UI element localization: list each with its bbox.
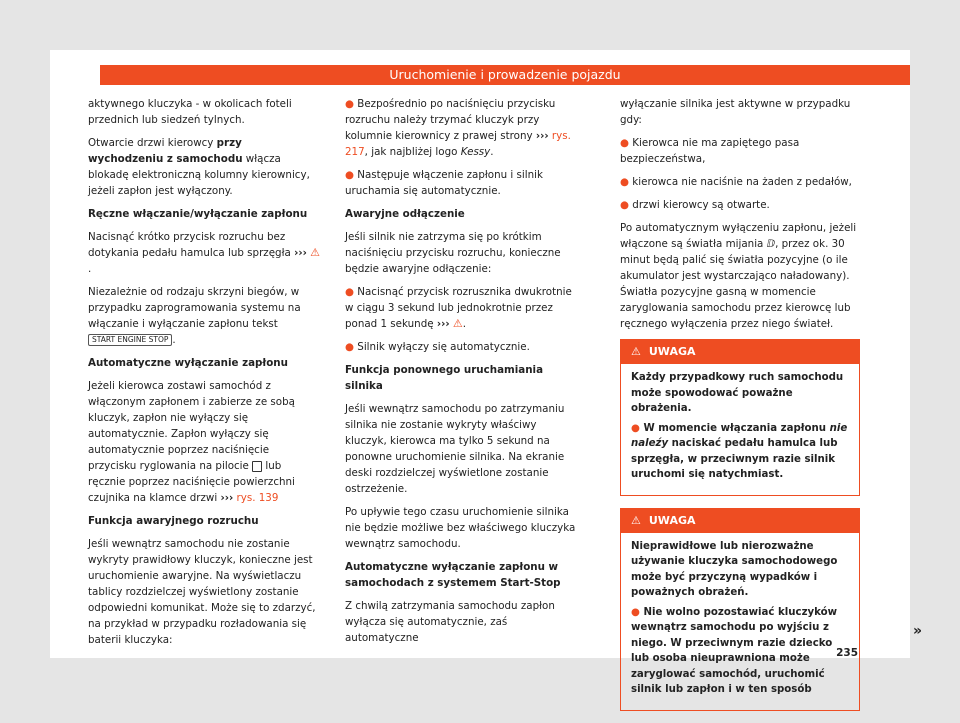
paragraph: aktywnego kluczyka - w okolicach foteli przednich lub siedzeń tylnych.	[88, 98, 292, 126]
column-2	[345, 96, 577, 653]
bullet-item: ● Bezpośrednio po naciśnięciu przycisku rozruchu należy trzymać kluczyk przy kolumnie kierownicy z prawej strony ››› rys. 217, jak najbliżej logo Kessy.	[345, 98, 571, 158]
warning-box	[620, 339, 860, 496]
bullet-item: ● drzwi kierowcy są otwarte.	[620, 199, 770, 211]
bullet-item: ● kierowca nie naciśnie na żaden z pedałów,	[620, 176, 852, 188]
lock-icon	[252, 461, 262, 472]
bullet-icon: ●	[631, 422, 640, 434]
paragraph: Niezależnie od rodzaju skrzyni biegów, w przypadku zaprogramowania systemu na włączanie i wyłączanie zapłonu tekst START ENGINE STOP .	[88, 286, 301, 346]
paragraph: Po upływie tego czasu uruchomienie silnika nie będzie możliwe bez właściwego kluczyka wewnątrz samochodu.	[345, 506, 576, 550]
bullet-item: ● Silnik wyłączy się automatycznie.	[345, 341, 530, 353]
paragraph: Jeśli silnik nie zatrzyma się po krótkim naciśnięciu przycisku rozruchu, konieczne będzie awaryjne odłączenie:	[345, 231, 561, 275]
bullet-item: ● Kierowca nie ma zapiętego pasa bezpieczeństwa,	[620, 137, 800, 165]
paragraph: Nacisnąć krótko przycisk rozruchu bez dotykania pedału hamulca lub sprzęgła ››› ⚠.	[88, 231, 320, 275]
page-number: 235	[836, 647, 858, 659]
subheading: Ręczne włączanie/wyłączanie zapłonu	[88, 208, 308, 220]
manual-page	[50, 50, 923, 695]
bullet-icon: ●	[620, 137, 629, 149]
paragraph: Jeśli wewnątrz samochodu nie zostanie wykryty prawidłowy kluczyk, konieczne jest uruchomienie awaryjne. Na wyświetlaczu tablicy rozdzielczej wyświetlony zostanie odpowiedni komunikat. Może się to zdarzyć, na przykład w przypadku rozładowania się baterii kluczyka:	[88, 538, 316, 646]
warning-text: Każdy przypadkowy ruch samochodu może spowodować poważne obrażenia.	[631, 372, 844, 414]
arrow-ref-icon: ›››	[294, 247, 307, 259]
arrow-ref-icon: ›››	[535, 130, 549, 142]
warning-box	[620, 508, 860, 711]
subheading: Funkcja ponownego uruchamiania silnika	[345, 364, 544, 392]
bullet-icon: ●	[620, 199, 629, 211]
paragraph: Po automatycznym wyłączeniu zapłonu, jeżeli włączone są światła mijania ⅅ, przez ok. 30 minut będą palić się światła pozycyjne (o ile akumulator jest wystarczająco naładowany). Światła pozycyjne gasną w momencie zaryglowania samochodu przez kierowcę lub ręcznego wyłączenia przez niego świateł.	[620, 222, 857, 330]
subheading: Automatyczne wyłączanie zapłonu	[88, 357, 288, 369]
bullet-icon: ●	[345, 98, 354, 110]
bullet-icon: ●	[345, 286, 354, 298]
warning-bullet: ● Nie wolno pozostawiać kluczyków wewnątrz samochodu po wyjściu z niego. W przeciwnym razie dziecko lub osoba nieuprawniona może zaryglować samochód, uruchomić silnik lub zapłon i w ten sposób	[631, 606, 838, 695]
paragraph: Jeśli wewnątrz samochodu po zatrzymaniu silnika nie zostanie wykryty właściwy kluczyk, kierowca ma tylko 5 sekund na ponowne uruchomienie silnika. Na ekranie deski rozdzielczej wyświetlone zostanie ostrzeżenie.	[345, 403, 565, 495]
warning-box-body	[621, 533, 859, 710]
continue-arrow-icon: »	[913, 623, 923, 639]
warning-box-header: ⚠ UWAGA	[621, 509, 859, 533]
figure-link[interactable]: rys. 217	[345, 130, 571, 158]
paragraph: Otwarcie drzwi kierowcy przy wychodzeniu z samochodu włącza blokadę elektroniczną kolumny kierownicy, jeżeli zapłon jest wyłączony.	[88, 137, 310, 197]
column-3	[620, 96, 860, 723]
paragraph: Jeżeli kierowca zostawi samochód z włączonym zapłonem i zabierze ze sobą kluczyk, zapłon nie wyłączy się automatycznie. Zapłon wyłączy się automatycznie poprzez naciśnięcie przycisku ryglowania na pilocie lub ręcznie poprzez naciśnięcie powierzchni czujnika na klamce drzwi ››› rys. 139	[88, 380, 295, 504]
warning-box-header: ⚠ UWAGA	[621, 340, 859, 364]
paragraph: Z chwilą zatrzymania samochodu zapłon wyłącza się automatycznie, zaś automatyczne	[345, 600, 555, 644]
warning-bullet: ● W momencie włączania zapłonu nie naleźy naciskać pedału hamulca lub sprzęgła, w przeciwnym razie silnik uruchomi się natychmiast.	[631, 422, 848, 480]
warning-box-body	[621, 364, 859, 495]
bullet-item: ● Następuje włączenie zapłonu i silnik uruchamia się automatycznie.	[345, 169, 543, 197]
bullet-icon: ●	[631, 606, 640, 618]
paragraph: wyłączanie silnika jest aktywne w przypadku gdy:	[620, 98, 851, 126]
section-header: Uruchomienie i prowadzenie pojazdu	[100, 65, 910, 85]
column-1	[88, 96, 320, 655]
warning-icon[interactable]: ⚠	[452, 317, 463, 330]
subheading: Funkcja awaryjnego rozruchu	[88, 515, 259, 527]
subheading: Automatyczne wyłączanie zapłonu w samochodach z systemem Start-Stop	[345, 561, 561, 589]
warning-text: Nieprawidłowe lub nierozważne używanie kluczyka samochodowego może być przyczyną wypadków i poważnych obrażeń.	[631, 540, 838, 598]
bullet-icon: ●	[345, 341, 354, 353]
bullet-icon: ●	[345, 169, 354, 181]
figure-link[interactable]: rys. 139	[236, 492, 279, 504]
warning-icon: ⚠	[631, 345, 641, 358]
bullet-item: ● Nacisnąć przycisk rozrusznika dwukrotnie w ciągu 3 sekund lub jednokrotnie przez ponad 1 sekundę ››› ⚠.	[345, 286, 572, 330]
bullet-icon: ●	[620, 176, 629, 188]
warning-icon: ⚠	[631, 513, 641, 527]
arrow-ref-icon: ›››	[220, 492, 234, 504]
display-text-tag: START ENGINE STOP	[88, 334, 172, 346]
subheading: Awaryjne odłączenie	[345, 208, 465, 220]
warning-icon[interactable]: ⚠	[310, 246, 320, 259]
arrow-ref-icon: ›››	[436, 318, 450, 330]
